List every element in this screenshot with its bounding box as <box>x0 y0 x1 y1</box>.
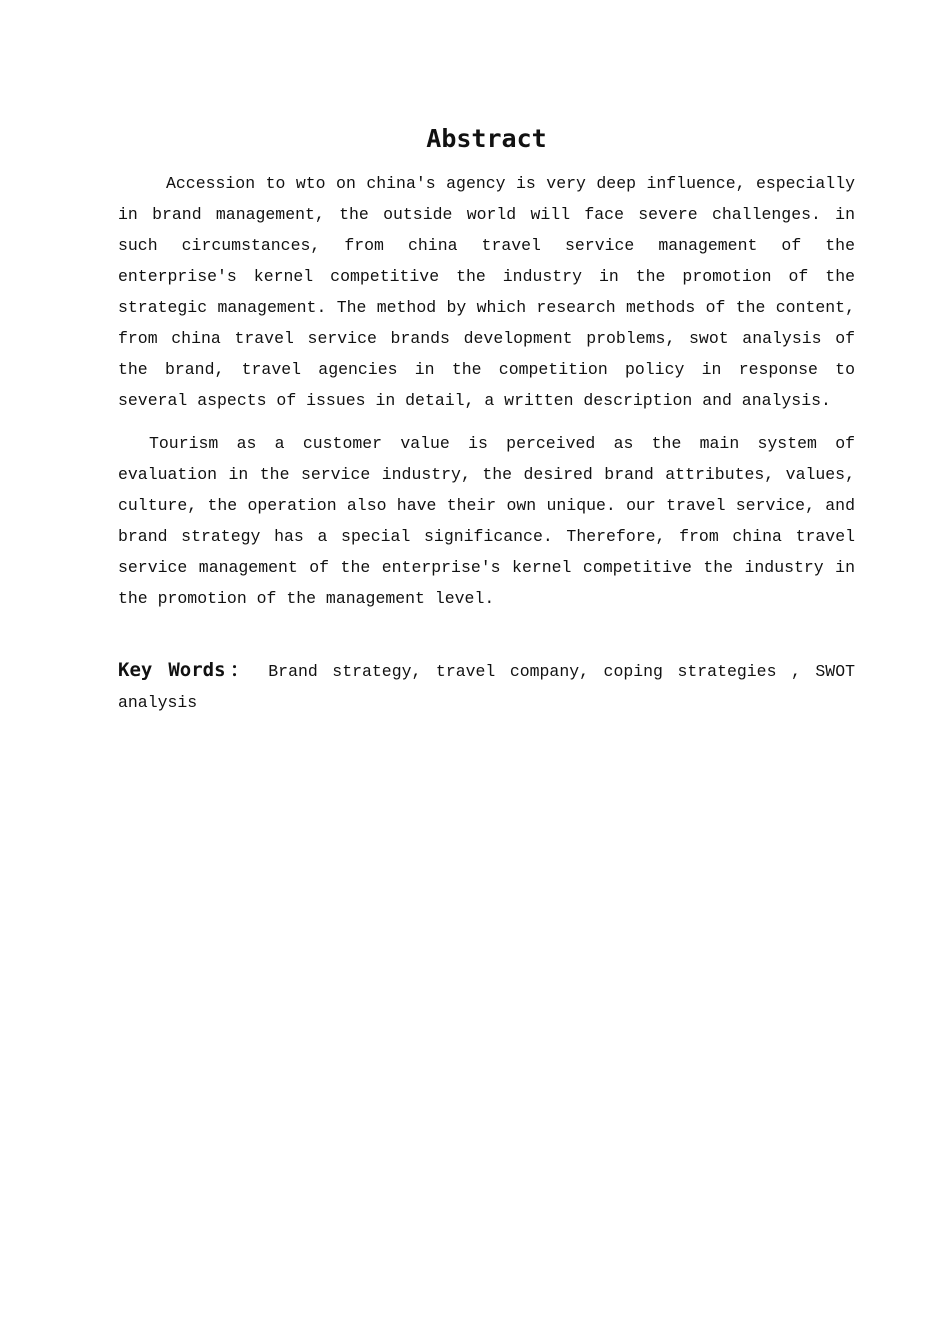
abstract-title: Abstract <box>426 124 547 153</box>
abstract-paragraph-1: Accession to wto on china's agency is very deep influence, especially in brand management, the outside world will face severe challenges. in such circumstances, from china travel service management of the enterprise's kernel competitive the industry in the promotion of the strategic management. The method by which research methods of the content, from china travel service brands development problems, swot analysis of the brand, travel agencies in the competition policy in response to several aspects of issues in detail, a written description and analysis. <box>118 174 855 410</box>
abstract-paragraph-2: Tourism as a customer value is perceived as the main system of evaluation in the service industry, the desired brand attributes, values, culture, the operation also have their own unique. our travel service, and brand strategy has a special significance. Therefore, from china travel service management of the enterprise's kernel competitive the industry in the promotion of the management level. <box>118 434 855 608</box>
keywords-text: Brand strategy, travel company, coping strategies , SWOT analysis <box>118 662 855 712</box>
keywords-line <box>118 655 855 718</box>
keywords-label: Key Words： <box>118 659 254 681</box>
